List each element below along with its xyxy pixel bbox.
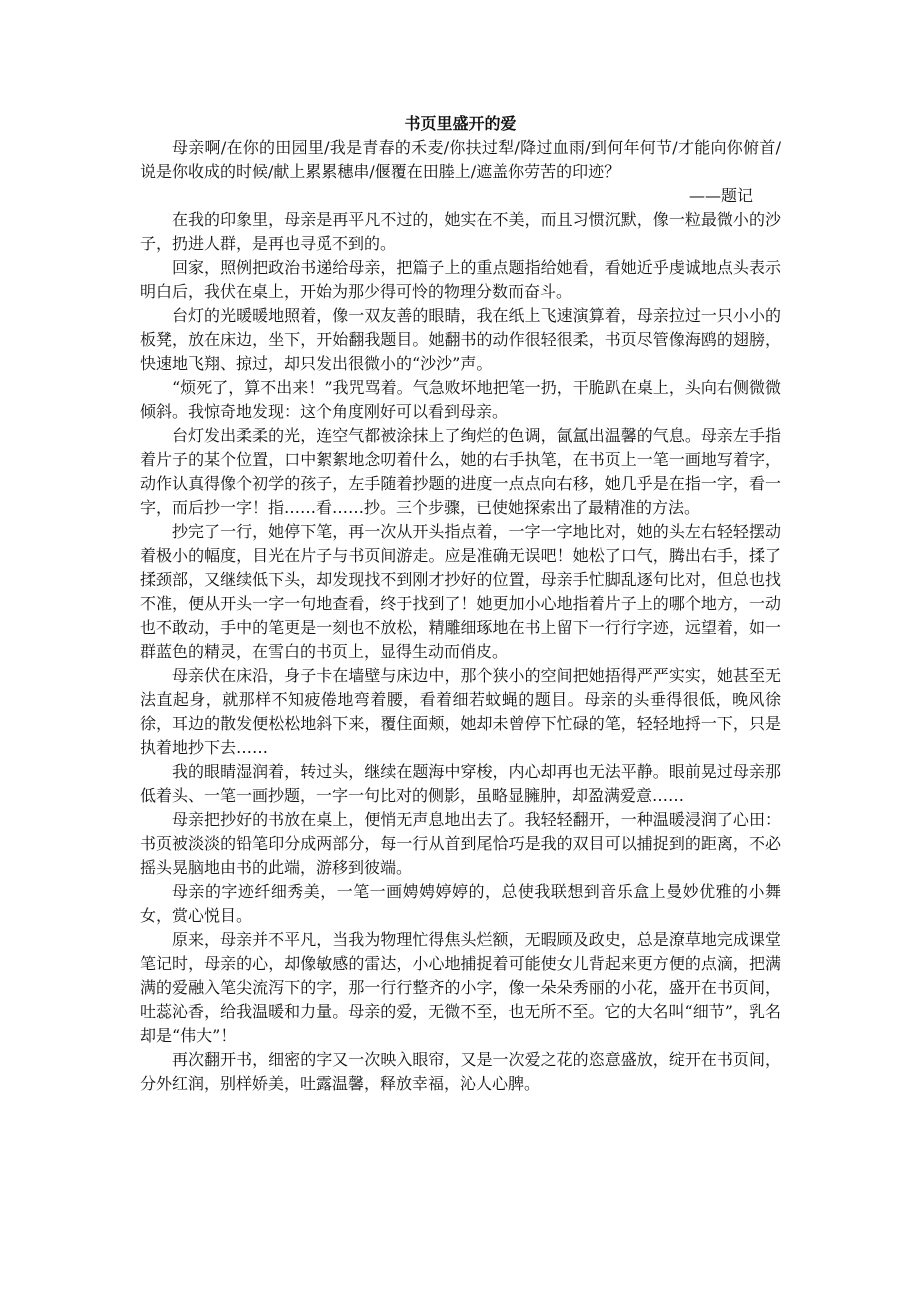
- paragraph: 台灯的光暖暖地照着，像一双友善的眼睛，我在纸上飞速演算着，母亲拉过一只小小的板凳，放在床边，坐下，开始翻我题目。她翻书的动作很轻很柔，书页尽管像海鸥的翅膀，快速地飞翔、掠过，却只发出很微小的“沙沙”声。: [140, 306, 781, 373]
- essay-title: 书页里盛开的爱: [404, 114, 517, 133]
- paragraph: 母亲伏在床沿，身子卡在墙壁与床边中，那个狭小的空间把她捂得严严实实，她甚至无法直起身，就那样不知疲倦地弯着腰，看着细若蚊蝇的题目。母亲的头垂得很低，晚风徐徐，耳边的散发便松松地斜下来，覆住面颊，她却未曾停下忙碌的笔，轻轻地捋一下，只是执着地抄下去……: [140, 666, 781, 757]
- essay-page: [140, 112, 781, 1096]
- paragraph: 再次翻开书，细密的字又一次映入眼帘，又是一次爱之花的恣意盛放，绽开在书页间，分外红润，别样娇美，吐露温馨，释放幸福，沁人心脾。: [140, 1050, 781, 1093]
- paragraph: 台灯发出柔柔的光，连空气都被涂抹上了绚烂的色调，氤氲出温馨的气息。母亲左手指着片子的某个位置，口中絮絮地念叨着什么，她的右手执笔，在书页上一笔一画地写着字，动作认真得像个初学的孩子，左手随着抄题的进度一点点向右移，她几乎是在指一字，看一字，而后抄一字！指……看……抄。三个步骤，已使她探索出了最精准的方法。: [140, 426, 781, 517]
- paragraph: 母亲的字迹纤细秀美，一笔一画娉娉婷婷的，总使我联想到音乐盒上曼妙优雅的小舞女，赏心悦目。: [140, 882, 781, 925]
- paragraph: 原来，母亲并不平凡，当我为物理忙得焦头烂额，无暇顾及政史，总是潦草地完成课堂笔记时，母亲的心，却像敏感的雷达，小心地捕捉着可能使女儿背起来更方便的点滴，把满满的爱融入笔尖流泻下的字，那一行行整齐的小字，像一朵朵秀丽的小花，盛开在书页间，吐蕊沁香，给我温暖和力量。母亲的爱，无微不至，也无所不至。它的大名叫“细节”，乳名却是“伟大”！: [140, 930, 781, 1045]
- epigraph-signature: ——题记: [688, 186, 753, 205]
- paragraph: 我的眼睛湿润着，转过头，继续在题海中穿梭，内心却再也无法平静。眼前晃过母亲那低着头、一笔一画抄题，一字一句比对的侧影，虽略显臃肿，却盈满爱意……: [140, 762, 781, 805]
- epigraph-poem: 母亲啊/在你的田园里/我是青春的禾麦/你扶过犁/降过血雨/到何年何节/才能向你俯首/说是你收成的时候/献上累累穗串/偃覆在田塍上/遮盖你劳苦的印迹？: [140, 138, 781, 181]
- paragraph: “烦死了，算不出来！”我咒骂着。气急败坏地把笔一扔，干脆趴在桌上，头向右侧微微倾斜。我惊奇地发现：这个角度刚好可以看到母亲。: [140, 378, 781, 421]
- paragraph: 回家，照例把政治书递给母亲，把篇子上的重点题指给她看，看她近乎虔诚地点头表示明白后，我伏在桌上，开始为那少得可怜的物理分数而奋斗。: [140, 258, 781, 301]
- paragraph: 在我的印象里，母亲是再平凡不过的，她实在不美，而且习惯沉默，像一粒最微小的沙子，扔进人群，是再也寻觅不到的。: [140, 210, 781, 253]
- paragraph: 抄完了一行，她停下笔，再一次从开头指点着，一字一字地比对，她的头左右轻轻摆动着极小的幅度，目光在片子与书页间游走。应是准确无误吧！她松了口气，腾出右手，揉了揉颈部，又继续低下头，却发现找不到刚才抄好的位置，母亲手忙脚乱逐句比对，但总也找不准，便从开头一字一句地查看，终于找到了！她更加小心地指着片子上的哪个地方，一动也不敢动，手中的笔更是一刻也不放松，精雕细琢地在书上留下一行行字迹，远望着，如一群蓝色的精灵，在雪白的书页上，显得生动而俏皮。: [140, 522, 781, 661]
- paragraph: 母亲把抄好的书放在桌上，便悄无声息地出去了。我轻轻翻开，一种温暖浸润了心田：书页被淡淡的铅笔印分成两部分，每一行从首到尾恰巧是我的双目可以捕捉到的距离，不必摇头晃脑地由书的此端，游移到彼端。: [140, 810, 781, 877]
